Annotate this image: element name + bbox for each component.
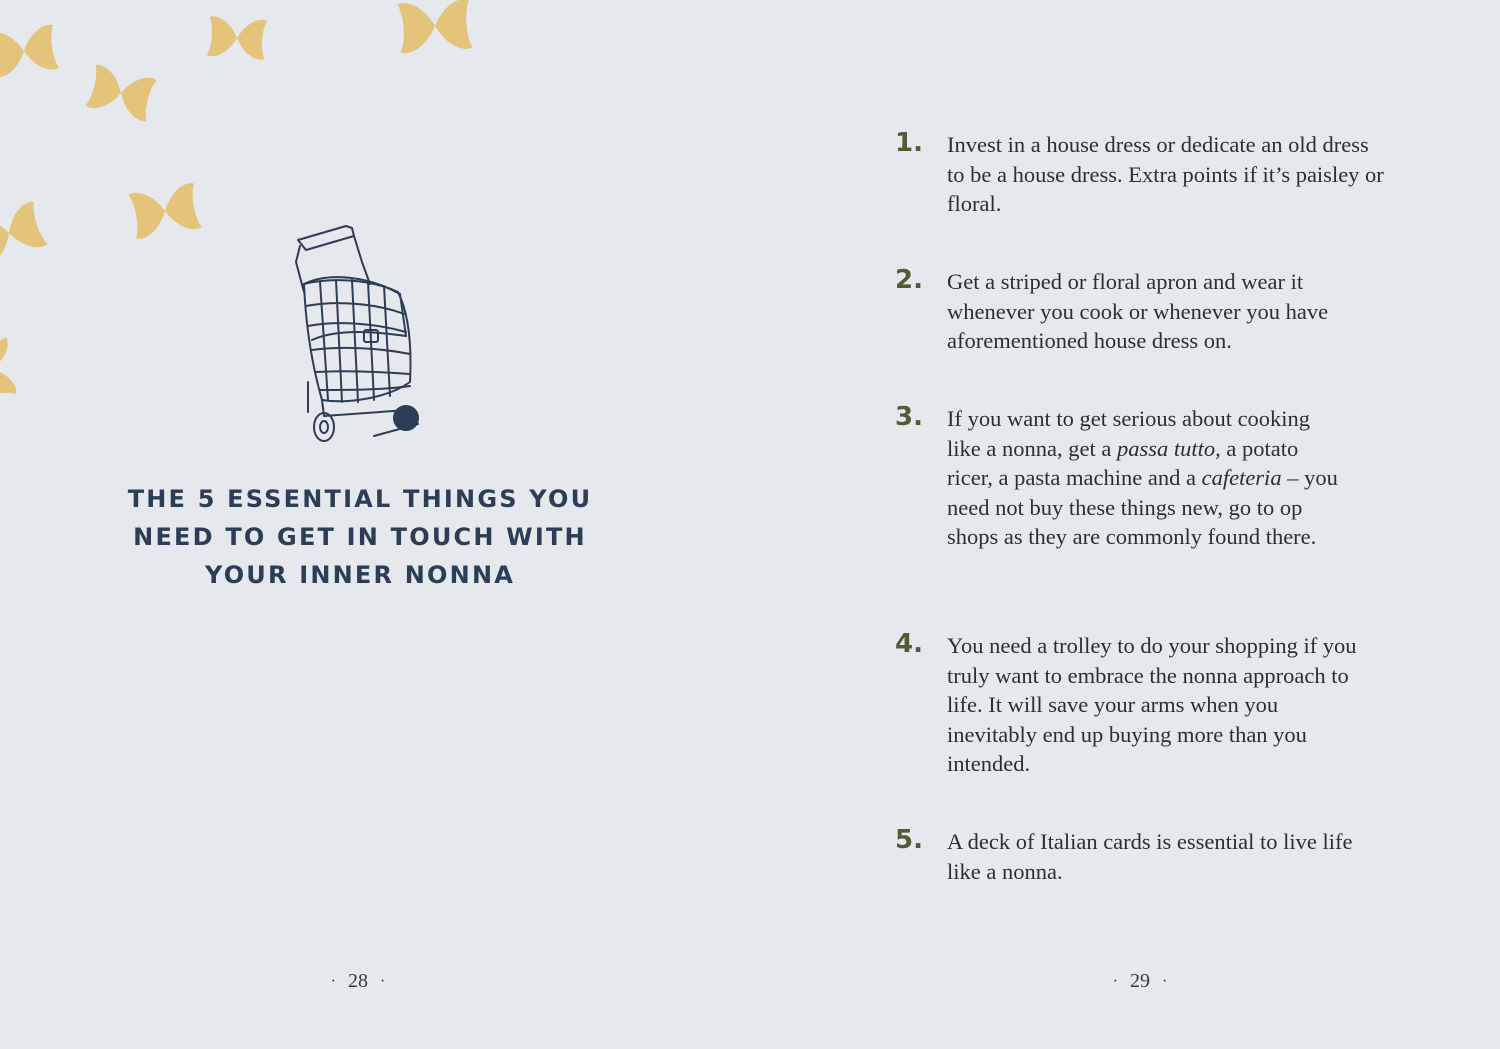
farfalle-pasta-icon bbox=[0, 332, 30, 406]
shopping-trolley-icon bbox=[288, 222, 438, 447]
bullet-dot: · bbox=[380, 973, 386, 991]
list-item-text-part: a potato ricer, a pasta machine and a bbox=[947, 435, 1299, 491]
farfalle-pasta-icon bbox=[124, 176, 207, 246]
list-item-emphasis: passa tutto, bbox=[1116, 435, 1221, 461]
page-number-left bbox=[298, 970, 418, 993]
list-item-number: 4. bbox=[895, 629, 923, 659]
page-number-value: 28 bbox=[348, 970, 368, 992]
right-page bbox=[750, 0, 1500, 1049]
farfalle-pasta-icon bbox=[0, 15, 64, 86]
list-item-number: 1. bbox=[895, 128, 923, 158]
bullet-dot: · bbox=[330, 973, 336, 991]
list-item-text: A deck of Italian cards is essential to live life like a nonna. bbox=[947, 829, 1353, 884]
list-item-text bbox=[947, 404, 1347, 552]
bullet-dot: · bbox=[1112, 973, 1118, 991]
list-item-text: Invest in a house dress or dedicate an old dress to be a house dress. Extra points if it’s paisley or floral. bbox=[947, 132, 1384, 217]
list-item-text-part: – you need not buy these things new, go to op shops as they are commonly found there. bbox=[947, 465, 1338, 550]
list-item-emphasis: cafeteria bbox=[1201, 465, 1282, 491]
list-item-text: Get a striped or floral apron and wear it whenever you cook or whenever you have aforementioned house dress on. bbox=[947, 269, 1329, 354]
page-heading: THE 5 ESSENTIAL THINGS YOU NEED TO GET IN TOUCH WITH YOUR INNER NONNA bbox=[127, 485, 593, 589]
list-item-number: 2. bbox=[895, 265, 923, 295]
page-number-value: 29 bbox=[1130, 970, 1150, 992]
list-item-text-part: If you want to get serious about cooking like a nonna, get a bbox=[947, 406, 1311, 461]
list-item-text: You need a trolley to do your shopping if you truly want to embrace the nonna approach to life. It will save your arms when you inevitably end up buying more than you intended. bbox=[947, 633, 1357, 777]
bullet-dot: · bbox=[1162, 973, 1168, 991]
list-item-number: 3. bbox=[895, 402, 923, 432]
page-number-right bbox=[1080, 970, 1200, 993]
farfalle-pasta-icon bbox=[194, 11, 279, 65]
list-item-number: 5. bbox=[895, 825, 923, 855]
farfalle-pasta-icon bbox=[392, 0, 478, 59]
farfalle-pasta-icon bbox=[81, 58, 162, 127]
farfalle-pasta-icon bbox=[0, 194, 53, 272]
